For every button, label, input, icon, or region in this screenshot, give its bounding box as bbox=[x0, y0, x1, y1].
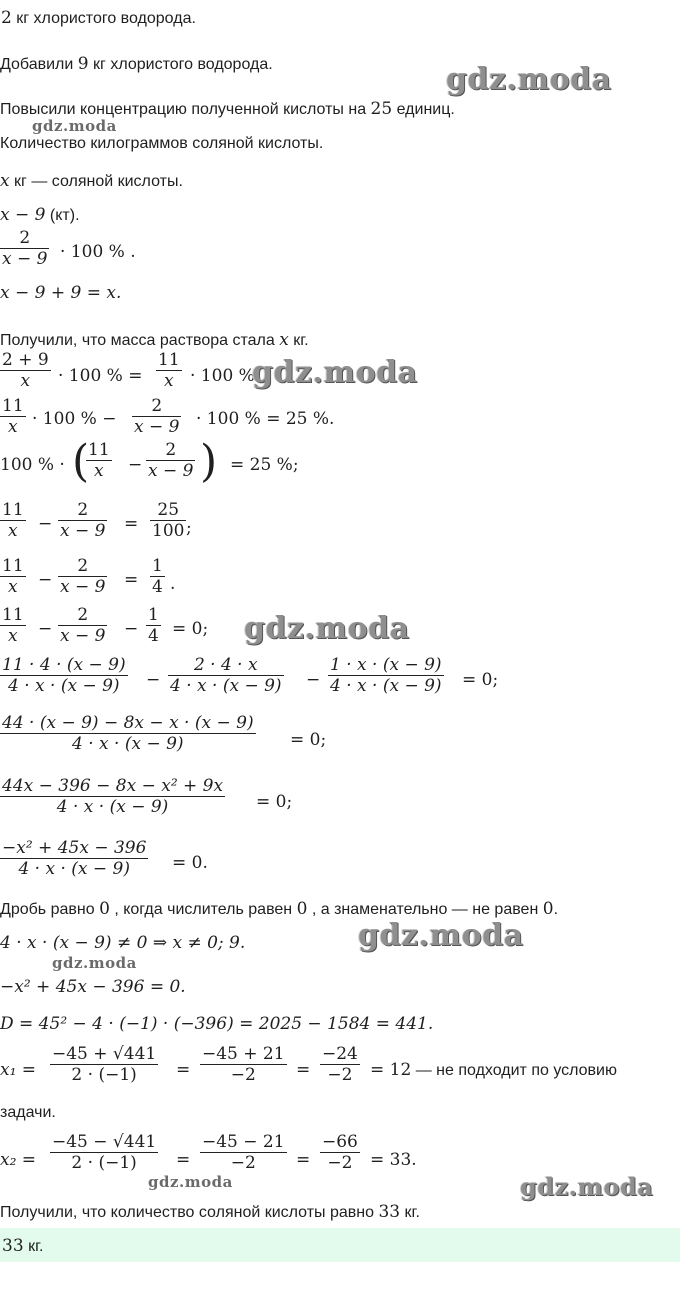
fraction: 11 x bbox=[2, 396, 24, 437]
fraction: 11 · 4 · (x − 9) 4 · x · (x − 9) bbox=[2, 655, 126, 696]
math-expression: = 0; bbox=[256, 792, 293, 812]
fraction: 25 100 bbox=[152, 500, 185, 541]
math-expression: x₂ = bbox=[0, 1150, 37, 1170]
math-expression: · 100 % bbox=[190, 366, 255, 386]
fraction: 11 x bbox=[2, 556, 24, 597]
math-expression: ; bbox=[186, 518, 192, 538]
fraction: −x² + 45x − 396 4 · x · (x − 9) bbox=[2, 838, 147, 879]
math-expression: − bbox=[306, 670, 321, 690]
math-expression: = bbox=[176, 1060, 191, 1080]
fraction: 2 x − 9 bbox=[60, 556, 106, 597]
fraction: 44x − 396 − 8x − x² + 9x 4 · x · (x − 9) bbox=[2, 776, 224, 817]
text-line: Дробь равно 0 , когда числитель равен 0 , а знаменательно — не равен 0. bbox=[0, 899, 559, 919]
fraction: 11 x bbox=[2, 500, 24, 541]
fraction: 11 x bbox=[158, 350, 180, 391]
math-expression: D = 45² − 4 · (−1) · (−396) = 2025 − 1584 = 441. bbox=[0, 1014, 434, 1034]
text-line: Получили, что количество соляной кислоты равно 33 кг. bbox=[0, 1202, 420, 1222]
fraction: 2 x − 9 bbox=[134, 396, 180, 437]
text-line: задачи. bbox=[0, 1104, 56, 1121]
fraction: 2 x − 9 bbox=[148, 440, 194, 481]
math-expression: − bbox=[38, 619, 53, 639]
watermark: gdz.moda bbox=[148, 1173, 233, 1191]
fraction: 2 · 4 · x 4 · x · (x − 9) bbox=[170, 655, 282, 696]
answer-box bbox=[0, 1228, 680, 1262]
math-expression: = 0; bbox=[462, 670, 499, 690]
text-line: Добавили 9 кг хлористого водорода. bbox=[0, 54, 273, 74]
fraction: −45 − 21 −2 bbox=[202, 1132, 285, 1173]
math-expression: = bbox=[296, 1060, 311, 1080]
math-expression: = 33. bbox=[370, 1150, 417, 1170]
math-expression: − bbox=[146, 670, 161, 690]
fraction: −45 + 21 −2 bbox=[202, 1044, 285, 1085]
fraction: 11 x bbox=[88, 440, 110, 481]
paren-close: ) bbox=[200, 436, 218, 487]
math-expression: · 100 % . bbox=[60, 242, 136, 262]
math-expression: = bbox=[296, 1150, 311, 1170]
math-expression: = 0. bbox=[172, 853, 208, 873]
fraction: 11 x bbox=[2, 605, 24, 646]
math-expression: −x² + 45x − 396 = 0. bbox=[0, 977, 186, 997]
watermark: gdz.moda bbox=[32, 117, 117, 135]
fraction: 1 4 bbox=[148, 605, 159, 646]
math-expression: − bbox=[128, 455, 143, 475]
watermark: gdz.moda bbox=[244, 611, 410, 646]
text-line: Повысили концентрацию полученной кислоты на 25 единиц. bbox=[0, 99, 455, 119]
math-expression: . bbox=[170, 574, 176, 594]
math-expression: x − 9 + 9 = x. bbox=[0, 283, 122, 303]
watermark: gdz.moda bbox=[52, 954, 137, 972]
math-expression: = 25 %; bbox=[230, 455, 299, 475]
math-expression: − bbox=[38, 570, 53, 590]
fraction: −45 + √441 2 · (−1) bbox=[52, 1044, 157, 1085]
fraction: 2 x − 9 bbox=[60, 500, 106, 541]
text-line: x − 9 (кт). bbox=[0, 205, 80, 225]
math-expression: = 0; bbox=[290, 730, 327, 750]
text-line: x кг — соляной кислоты. bbox=[0, 171, 183, 191]
fraction: −66 −2 bbox=[322, 1132, 358, 1173]
watermark: gdz.moda bbox=[520, 1172, 654, 1201]
fraction: 1 4 bbox=[152, 556, 163, 597]
fraction: 2 x − 9 bbox=[60, 605, 106, 646]
math-expression: 100 % · bbox=[0, 455, 65, 475]
watermark: gdz.moda bbox=[446, 62, 612, 97]
math-expression: · 100 % − bbox=[32, 409, 117, 429]
answer-text: 33 кг. bbox=[2, 1236, 44, 1256]
math-expression: = 0; bbox=[172, 619, 209, 639]
math-expression: − bbox=[124, 619, 139, 639]
fraction: 2 + 9 x bbox=[2, 350, 49, 391]
math-expression: · 100 % = bbox=[58, 366, 143, 386]
math-expression: − bbox=[38, 514, 53, 534]
text-line: 2 кг хлористого водорода. bbox=[1, 8, 196, 28]
fraction: −24 −2 bbox=[322, 1044, 358, 1085]
fraction: 2 x − 9 bbox=[2, 228, 48, 269]
paren-open: ( bbox=[72, 436, 90, 487]
math-expression: x₁ = bbox=[0, 1060, 37, 1080]
watermark: gdz.moda bbox=[358, 918, 524, 953]
math-expression: = bbox=[176, 1150, 191, 1170]
math-expression: = bbox=[124, 570, 139, 590]
watermark: gdz.moda bbox=[252, 355, 418, 390]
math-expression: = bbox=[124, 514, 139, 534]
fraction: 44 · (x − 9) − 8x − x · (x − 9) 4 · x · (x − 9) bbox=[2, 713, 254, 754]
math-expression: 4 · x · (x − 9) ≠ 0 ⇒ x ≠ 0; 9. bbox=[0, 933, 246, 953]
text-line: = 12 — не подходит по условию bbox=[370, 1060, 617, 1080]
text-line: Получили, что масса раствора стала x кг. bbox=[0, 330, 309, 350]
math-expression: · 100 % = 25 %. bbox=[196, 409, 335, 429]
fraction: 1 · x · (x − 9) 4 · x · (x − 9) bbox=[330, 655, 442, 696]
text-line: Количество килограммов соляной кислоты. bbox=[0, 135, 324, 152]
fraction: −45 − √441 2 · (−1) bbox=[52, 1132, 157, 1173]
